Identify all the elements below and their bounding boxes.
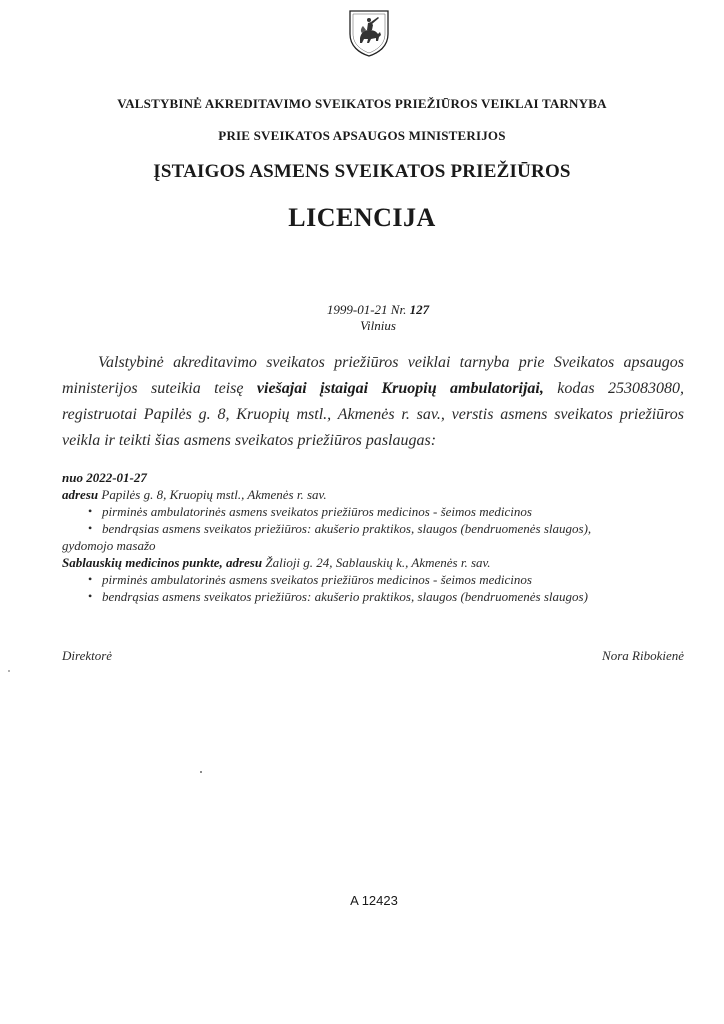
- intro-text-part2: kodas 253083080, registruotai Papilės g. 8, Kruopių mstl., Akmenės r. sav., verstis asmens sveikatos priežiūros veikla ir teikti šias asmens sveikatos priežiūros paslaugas:: [62, 380, 684, 449]
- service-text: pirminės ambulatorinės asmens sveikatos priežiūros medicinos - šeimos medicinos: [102, 504, 532, 519]
- valid-from: nuo 2022-01-27: [62, 470, 147, 485]
- intro-text-part1: Valstybinė akreditavimo sveikatos priežiūros veiklai tarnyba prie Sveikatos apsaugos ministerijos suteikia teisę: [62, 354, 684, 397]
- license-title: LICENCIJA: [288, 203, 436, 232]
- scan-speck: [8, 670, 10, 672]
- list-item: [62, 571, 702, 588]
- services-list-branch: [62, 571, 702, 605]
- issue-date: 1999-01-21 Nr.: [326, 302, 410, 317]
- form-serial-number: A 12423: [350, 893, 398, 908]
- branch-address-value: Žalioji g. 24, Sablauskių k., Akmenės r. sav.: [262, 555, 491, 570]
- issue-city: Vilnius: [360, 318, 396, 333]
- signer-position: Direktorė: [62, 648, 113, 663]
- branch-label: Sablauskių medicinos punkte, adresu: [62, 555, 263, 570]
- services-list-main: [62, 503, 702, 537]
- coat-of-arms-icon: [347, 8, 391, 58]
- bullet-icon: •: [88, 504, 93, 518]
- bullet-icon: •: [88, 572, 93, 586]
- services-details: [62, 469, 702, 605]
- service-text: bendrąsias asmens sveikatos priežiūros: akušerio praktikos, slaugos (bendruomenės slaugos),: [102, 521, 592, 536]
- main-address: [62, 486, 702, 503]
- license-body-text: [62, 350, 684, 454]
- agency-name: VALSTYBINĖ AKREDITAVIMO SVEIKATOS PRIEŽIŪROS VEIKLAI TARNYBA: [117, 96, 607, 111]
- license-number: 127: [409, 302, 430, 317]
- address-label: adresu: [62, 487, 99, 502]
- license-subtitle: ĮSTAIGOS ASMENS SVEIKATOS PRIEŽIŪROS: [153, 161, 571, 182]
- service-text: bendrąsias asmens sveikatos priežiūros: akušerio praktikos, slaugos (bendruomenės slaugos): [102, 589, 588, 604]
- bullet-icon: •: [88, 521, 93, 535]
- service-text-continued: gydomojo masažo: [62, 538, 156, 553]
- bullet-icon: •: [88, 589, 93, 603]
- list-item: [62, 503, 702, 520]
- signer-name: Nora Ribokienė: [602, 648, 684, 663]
- list-item: [62, 520, 702, 537]
- branch-address: [62, 554, 702, 571]
- address-value: Papilės g. 8, Kruopių mstl., Akmenės r. sav.: [98, 487, 327, 502]
- ministry-name: PRIE SVEIKATOS APSAUGOS MINISTERIJOS: [218, 128, 506, 143]
- service-text: pirminės ambulatorinės asmens sveikatos priežiūros medicinos - šeimos medicinos: [102, 572, 532, 587]
- date-line: [0, 302, 724, 318]
- scan-speck: [200, 771, 202, 773]
- list-item: [62, 588, 702, 605]
- license-holder: viešajai įstaigai Kruopių ambulatorijai,: [256, 380, 544, 397]
